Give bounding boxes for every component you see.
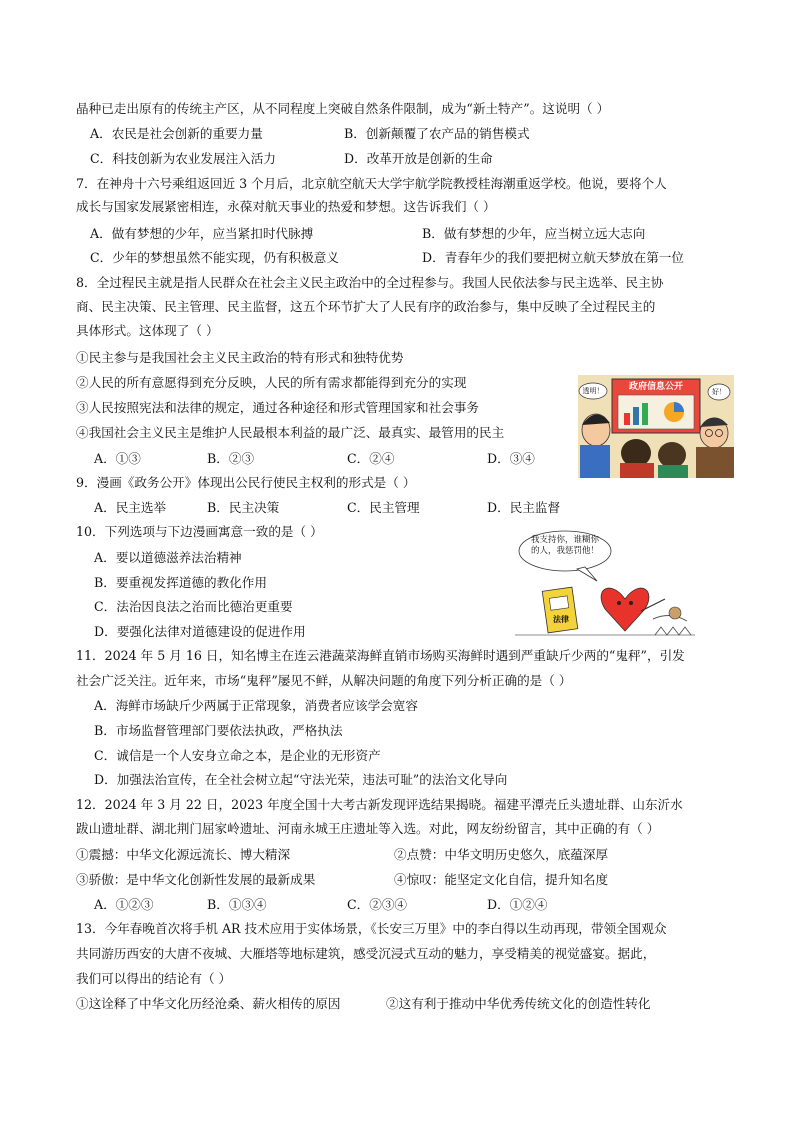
cartoon-speech-bubble: 我支持你，谁糊你的人，我惩罚他！	[530, 535, 599, 556]
cartoon-board-title: 政府信息公开	[628, 382, 683, 392]
q13-stem-line2: 共同游历西安的大唐不夜城、大雁塔等地标建筑，感受沉浸式互动的魅力，享受精美的视觉盛宴。据此，	[76, 946, 656, 961]
q8-stem-line1: 8．全过程民主就是指人民群众在社会主义民主政治中的全过程参与。我国人民依法参与民主选举、民主协	[76, 275, 664, 290]
q8-statement-2: ②人民的所有意愿得到充分反映，人民的所有需求都能得到充分的实现	[76, 375, 467, 390]
q12-option-b[interactable]: B．①③④	[207, 897, 267, 912]
q9-option-b[interactable]: B．民主决策	[207, 500, 280, 515]
q12-option-d[interactable]: D．①②④	[487, 897, 548, 912]
q12-stem-line1: 12．2024 年 3 月 22 日，2023 年度全国十大考古新发现评选结果揭晓。福建平潭壳丘头遗址群、山东沂水	[76, 797, 683, 812]
q12-stem-line2: 跋山遗址群、湖北荆门屈家岭遗址、河南永城王庄遗址等入选。对此，网友纷纷留言，其中正确的有（ ）	[76, 821, 660, 836]
q8-option-d[interactable]: D．③④	[487, 451, 535, 466]
cartoon-law-and-morality	[515, 527, 695, 643]
q9-option-d[interactable]: D．民主监督	[487, 500, 561, 515]
q12-statement-2: ②点赞：中华文明历史悠久，底蕴深厚	[394, 847, 609, 862]
q8-statement-4: ④我国社会主义民主是维护人民最根本利益的最广泛、最真实、最管用的民主	[76, 425, 505, 440]
q8-stem-line3: 具体形式。这体现了（ ）	[76, 323, 219, 338]
q7-option-c[interactable]: C．少年的梦想虽然不能实现，仍有积极意义	[90, 250, 339, 265]
q9-stem: 9．漫画《政务公开》体现出公民行使民主权利的形式是（ ）	[76, 475, 416, 490]
q10-option-b[interactable]: B．要重视发挥道德的教化作用	[94, 575, 267, 590]
q13-stem-line3: 我们可以得出的结论有（ ）	[76, 971, 232, 986]
q11-stem-line1: 11．2024 年 5 月 16 日，知名博主在连云港蔬菜海鲜直销市场购买海鲜时遇到严重缺斤少两的“鬼秤”，引发	[76, 648, 685, 663]
q11-option-b[interactable]: B．市场监督管理部门要依法执政，严格执法	[94, 723, 343, 738]
q7-option-d[interactable]: D．青春年少的我们要把树立航天梦放在第一位	[422, 250, 684, 265]
q13-stem-line1: 13．今年春晚首次将手机 AR 技术应用于实体场景，《长安三万里》中的李白得以生动再现，带领全国观众	[76, 921, 667, 936]
q10-stem: 10．下列选项与下边漫画寓意一致的是（ ）	[76, 524, 323, 539]
q12-statement-1: ①震撼：中华文化源远流长、博大精深	[76, 847, 291, 862]
q6-option-d[interactable]: D．改革开放是创新的生命	[344, 151, 493, 166]
q11-option-c[interactable]: C．诚信是一个人安身立命之本，是企业的无形资产	[94, 748, 381, 763]
q8-statement-1: ①民主参与是我国社会主义民主政治的特有形式和独特优势	[76, 350, 404, 365]
q8-option-c[interactable]: C．②④	[347, 451, 395, 466]
q11-option-a[interactable]: A．海鲜市场缺斤少两属于正常现象，消费者应该学会宽容	[94, 698, 418, 713]
cartoon-law-book-label: 法律	[553, 615, 569, 624]
cartoon-bubble-right: 好！	[712, 388, 726, 396]
q11-stem-line2: 社会广泛关注。近年来，市场“鬼秤”屡见不鲜，从解决问题的角度下列分析正确的是（ ）	[76, 673, 572, 688]
q11-option-d[interactable]: D．加强法治宣传，在全社会树立起“守法光荣，违法可耻”的法治文化导向	[94, 772, 508, 787]
q12-statement-4: ④惊叹：能坚定文化自信，提升知名度	[394, 872, 609, 887]
q8-option-a[interactable]: A．①③	[94, 451, 141, 466]
q13-statement-2: ②这有利于推动中华优秀传统文化的创造性转化	[386, 996, 651, 1011]
q8-statement-3: ③人民按照宪法和法律的规定，通过各种途径和形式管理国家和社会事务	[76, 400, 479, 415]
cartoon-government-disclosure	[578, 375, 734, 478]
q10-option-a[interactable]: A．要以道德滋养法治精神	[94, 550, 242, 565]
q8-option-b[interactable]: B．②③	[207, 451, 255, 466]
q9-option-c[interactable]: C．民主管理	[347, 500, 420, 515]
q8-stem-line2: 商、民主决策、民主管理、民主监督，这五个环节扩大了人民有序的政治参与，集中反映了全过程民主的	[76, 299, 656, 314]
q6-stem: 晶种已走出原有的传统主产区，从不同程度上突破自然条件限制，成为“新土特产”。这说明（ ）	[76, 101, 610, 116]
q6-option-a[interactable]: A．农民是社会创新的重要力量	[90, 126, 263, 141]
q10-option-c[interactable]: C．法治因良法之治而比德治更重要	[94, 599, 293, 614]
q12-option-c[interactable]: C．②③④	[347, 897, 408, 912]
q12-statement-3: ③骄傲：是中华文化创新性发展的最新成果	[76, 872, 316, 887]
q10-option-d[interactable]: D．要强化法律对道德建设的促进作用	[94, 624, 306, 639]
q7-option-b[interactable]: B．做有梦想的少年，应当树立远大志向	[422, 226, 646, 241]
q6-option-c[interactable]: C．科技创新为农业发展注入活力	[90, 151, 276, 166]
q7-stem-line1: 7．在神舟十六号乘组返回近 3 个月后，北京航空航天大学宇航学院教授桂海潮重返学校。他说，要将个人	[76, 176, 667, 191]
q7-stem-line2: 成长与国家发展紧密相连，永葆对航天事业的热爱和梦想。这告诉我们（ ）	[76, 199, 496, 214]
q7-option-a[interactable]: A．做有梦想的少年，应当紧扣时代脉搏	[90, 226, 314, 241]
q12-option-a[interactable]: A．①②③	[94, 897, 154, 912]
q9-option-a[interactable]: A．民主选举	[94, 500, 167, 515]
q6-option-b[interactable]: B．创新颠覆了农产品的销售模式	[344, 126, 530, 141]
cartoon-bubble-left: 透明！	[582, 387, 604, 395]
q13-statement-1: ①这诠释了中华文化历经沧桑、薪火相传的原因	[76, 996, 341, 1011]
